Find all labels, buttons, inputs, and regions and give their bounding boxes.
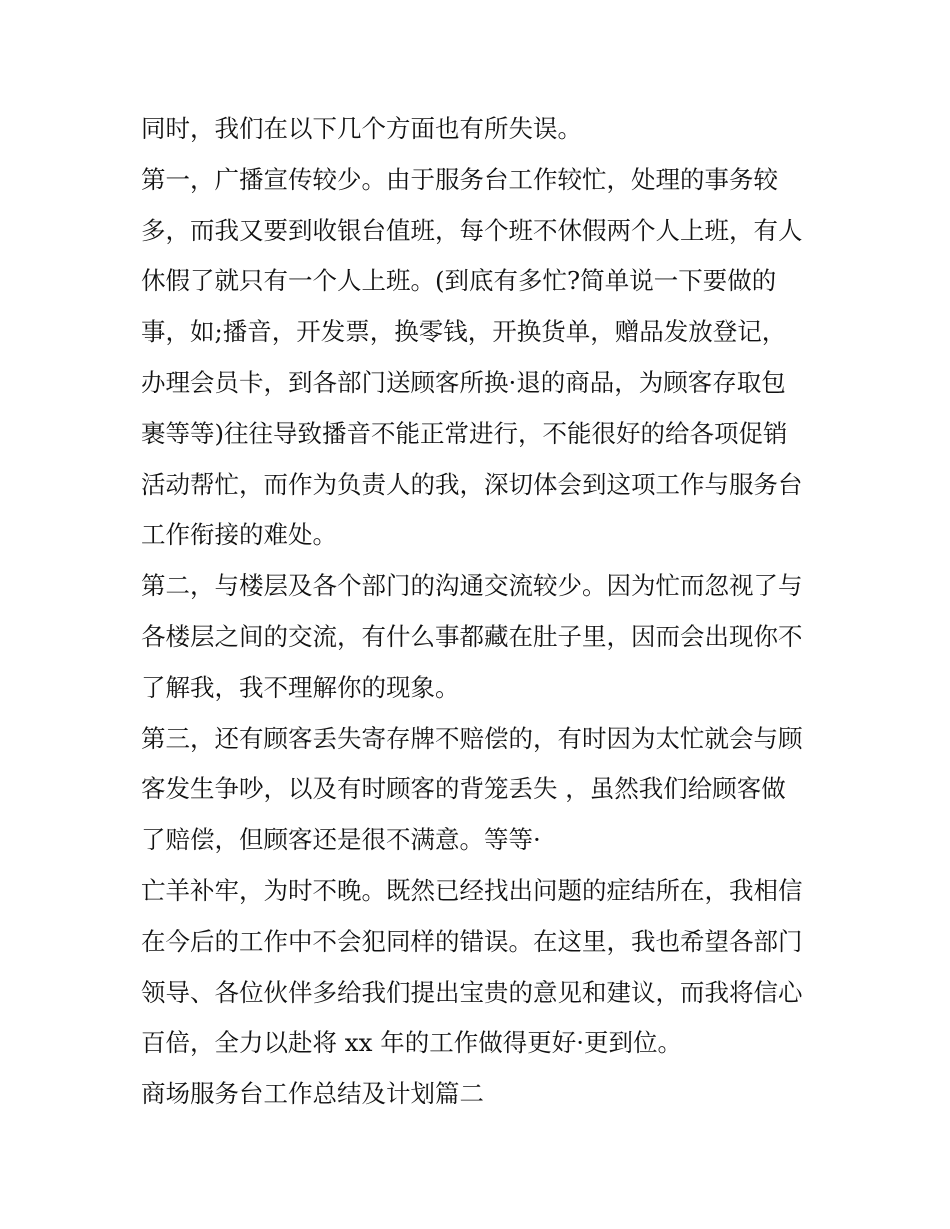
document-body [141, 104, 821, 1120]
text-line: 在今后的工作中不会犯同样的错误。在这里，我也希望各部门 [141, 926, 803, 956]
text-line: 多，而我又要到收银台值班，每个班不休假两个人上班，有人 [141, 215, 803, 245]
text-line: 第三，还有顾客丢失寄存牌不赔偿的，有时因为太忙就会与顾 [141, 723, 803, 753]
section-heading: 商场服务台工作总结及计划篇二 [141, 1079, 484, 1109]
text-line: 裹等等)往往导致播音不能正常进行，不能很好的给各项促销 [141, 418, 788, 448]
text-line: 活动帮忙，而作为负责人的我，深切体会到这项工作与服务台 [141, 469, 803, 499]
text-line: 第二，与楼层及各个部门的沟通交流较少。因为忙而忽视了与 [141, 571, 803, 601]
text-line: 事，如;播音，开发票，换零钱，开换货单，赠品发放登记， [141, 317, 787, 347]
text-line: 休假了就只有一个人上班。(到底有多忙?简单说一下要做的 [141, 266, 777, 296]
text-line: 亡羊补牢，为时不晚。既然已经找出问题的症结所在，我相信 [141, 875, 803, 905]
text-line: 百倍，全力以赴将 xx 年的工作做得更好·更到位。 [141, 1028, 682, 1058]
text-line: 了解我，我不理解你的现象。 [141, 672, 460, 702]
text-line: 第一，广播宣传较少。由于服务台工作较忙，处理的事务较 [141, 164, 778, 194]
text-line: 同时，我们在以下几个方面也有所失误。 [141, 114, 582, 143]
text-line: 客发生争吵，以及有时顾客的背笼丢失 ，虽然我们给顾客做 [141, 774, 786, 804]
text-line: 各楼层之间的交流，有什么事都藏在肚子里，因而会出现你不 [141, 621, 803, 651]
text-line: 了赔偿，但顾客还是很不满意。等等· [141, 825, 541, 855]
text-line: 工作衔接的难处。 [141, 520, 337, 550]
text-line: 领导、各位伙伴多给我们提出宝贵的意见和建议，而我将信心 [141, 977, 803, 1007]
text-line: 办理会员卡，到各部门送顾客所换·退的商品，为顾客存取包 [141, 367, 786, 397]
